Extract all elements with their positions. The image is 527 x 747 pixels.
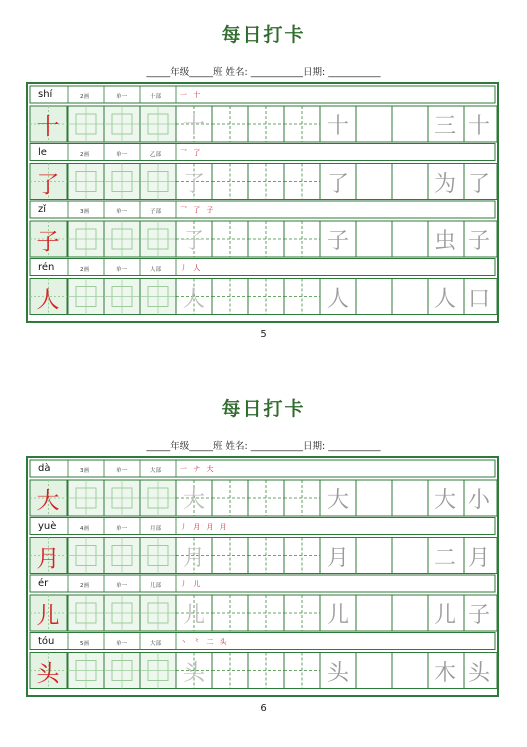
structure-label: 单一 [116,151,128,158]
worksheet-page [0,0,527,373]
student-info-line: _____年级_____班 姓名: ___________日期: ___________ [146,67,381,78]
model-character: 儿 [36,603,60,629]
word-character: 了 [467,171,490,197]
pinyin-strip [30,201,495,218]
stroke-order: 丶 ⺀ 二 头 [180,637,229,646]
radical-label: 月部 [150,525,162,532]
structure-label: 单一 [116,525,128,532]
trace-character: 了 [182,171,205,197]
structure-label: 单一 [116,640,128,647]
pinyin-label: le [38,146,47,158]
word-character: 木 [433,660,456,686]
stroke-count: 2画 [80,583,89,589]
practice-box [392,106,428,142]
stroke-order: 丿 月 月 月 [180,522,229,531]
practice-box [392,653,428,689]
word-character: 十 [467,114,490,139]
model-character: 人 [36,286,60,313]
word-character: 虫 [433,229,456,254]
model-character: 月 [36,545,60,572]
word-character: 月 [467,545,490,571]
copy-character: 大 [326,488,349,513]
pinyin-label: yuè [38,520,57,532]
structure-label: 单一 [116,468,128,474]
stroke-order: 丿 人 [180,263,203,272]
radical-label: 子部 [150,209,162,215]
copy-character: 了 [326,171,349,197]
page-number: 5 [260,329,267,340]
pinyin-label: rén [38,261,55,273]
copy-character: 十 [326,114,349,139]
model-character: 头 [36,660,60,687]
stroke-count: 5画 [80,640,89,647]
pinyin-label: tóu [38,635,55,647]
trace-character: 头 [182,660,205,686]
pinyin-label: ér [38,578,49,589]
word-character: 为 [433,171,456,197]
pinyin-label: shí [38,89,53,100]
stroke-count: 2画 [80,266,89,273]
stroke-order: 乛 了 [180,148,203,157]
stroke-order: 一 ナ 大 [180,465,216,473]
word-character: 二 [433,545,456,571]
practice-box [392,164,428,200]
radical-label: 大部 [150,468,162,474]
stroke-count: 3画 [80,209,89,215]
trace-character: 儿 [182,603,205,628]
worksheet-page [0,374,527,747]
radical-label: 十部 [150,94,162,100]
practice-box [356,164,392,200]
word-character: 子 [467,603,490,628]
model-character: 子 [36,229,60,255]
stroke-order: 一 十 [180,91,203,99]
model-character: 十 [36,114,60,140]
word-character: 头 [467,660,490,686]
stroke-count: 2画 [80,151,89,158]
stroke-count: 4画 [80,525,89,532]
trace-character: 人 [182,286,205,312]
practice-box [392,279,428,315]
page-title: 每日打卡 [221,398,306,420]
practice-box [356,538,392,574]
trace-character: 大 [182,488,205,513]
pinyin-strip [30,86,495,103]
copy-character: 儿 [326,603,349,628]
pinyin-strip [30,633,495,650]
page-title: 每日打卡 [221,24,306,46]
trace-character: 月 [182,545,205,571]
practice-box [392,595,428,631]
structure-label: 单一 [116,583,128,589]
stroke-order: 丿 儿 [180,580,203,588]
model-character: 大 [36,488,60,514]
structure-label: 单一 [116,266,128,273]
page-number: 6 [260,703,267,714]
radical-label: 大部 [150,640,162,647]
copy-character: 头 [326,660,349,686]
student-info-line: _____年级_____班 姓名: ___________日期: ___________ [146,441,381,452]
practice-box [392,480,428,516]
practice-box [356,106,392,142]
practice-box [356,653,392,689]
trace-character: 子 [182,229,205,254]
word-character: 人 [433,286,456,312]
word-character: 子 [467,229,490,254]
pinyin-label: dà [38,463,51,474]
word-character: 大 [433,488,456,513]
practice-box [356,595,392,631]
word-character: 口 [467,286,490,312]
structure-label: 单一 [116,94,128,100]
practice-box [392,221,428,257]
word-character: 小 [467,488,490,513]
pinyin-strip [30,575,495,592]
practice-box [356,221,392,257]
word-character: 三 [433,114,456,139]
pinyin-strip [30,144,495,161]
copy-character: 月 [326,545,349,571]
pinyin-strip [30,518,495,535]
practice-box [356,279,392,315]
radical-label: 乙部 [150,151,162,158]
practice-box [392,538,428,574]
stroke-count: 2画 [80,94,89,100]
copy-character: 人 [326,286,349,312]
pinyin-strip [30,259,495,276]
radical-label: 人部 [150,266,162,273]
stroke-order: 乛 了 子 [180,206,216,214]
word-character: 儿 [433,603,456,628]
copy-character: 子 [326,229,349,254]
pinyin-strip [30,460,495,477]
practice-box [356,480,392,516]
structure-label: 单一 [116,209,128,215]
model-character: 了 [36,171,60,198]
radical-label: 儿部 [150,583,162,589]
pinyin-label: zǐ [38,204,47,215]
trace-character: 十 [182,114,205,139]
stroke-count: 3画 [80,468,89,474]
